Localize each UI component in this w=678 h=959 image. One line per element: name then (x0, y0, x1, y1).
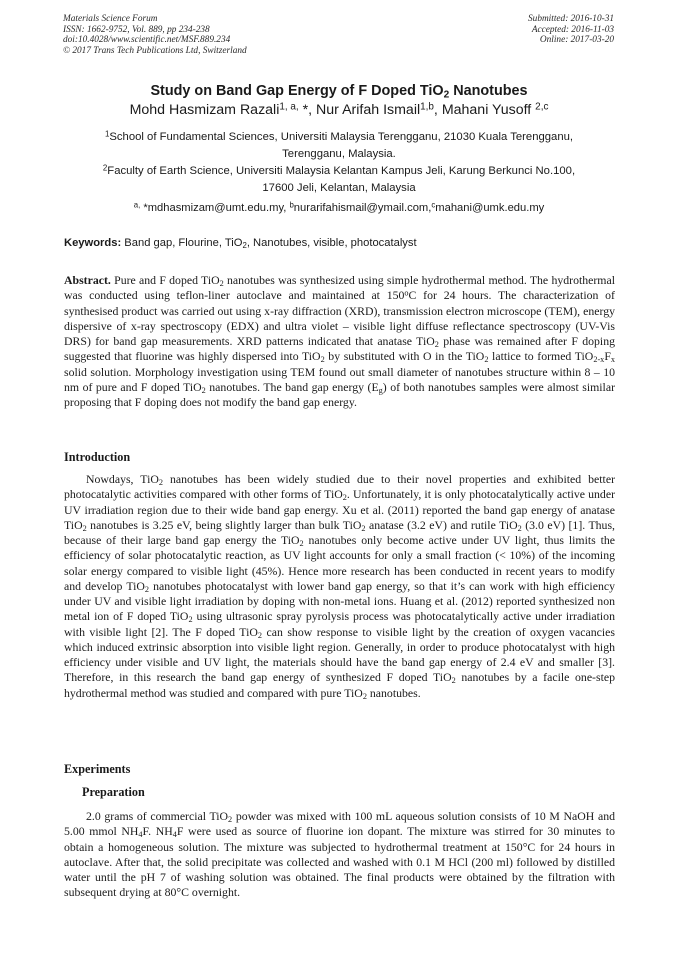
text-run: by substituted with O in the TiO (324, 349, 485, 364)
text-run: solid solution. Morphology investigation using TEM found out small diameter of nanotubes structure within 8 – 10 nm of pure and F doped TiO (64, 364, 615, 394)
date-submitted: Submitted: 2016-10-31 (528, 14, 614, 24)
subscript: 2 (361, 523, 366, 533)
preparation-paragraph (64, 809, 615, 901)
abstract (64, 273, 615, 410)
subscript: 2 (320, 355, 325, 365)
affiliation-text: Faculty of Earth Science, Universiti Malaysia Kelantan Kampus Jeli, Karung Berkunci No.100, (107, 165, 576, 177)
subscript: g (378, 385, 383, 395)
subscript: 2 (219, 279, 224, 289)
text-run: F. NH (142, 824, 173, 839)
text-run: using ultrasonic spray pyrolysis process was photocatalytically active under irradiation with visible light [2]. The F doped TiO (64, 609, 615, 639)
subscript: 2 (484, 355, 489, 365)
subscript: 4 (138, 830, 143, 840)
text-run: nanotubes was synthesized using simple hydrothermal method. The hydrothermal was conducted using teflon-liner autoclave and maintained at 150 (64, 273, 615, 303)
subscript: 2 (188, 615, 193, 625)
publication-dates (528, 14, 614, 46)
subscript: 2 (158, 478, 164, 488)
text-run: F were used as source of fluorine ion dopant. The mixture was stirred for 30 minutes to obtain a homogeneous solution. The mixture was subjected to hydrothermal treatment at 150°C for 24 hours in autoclave. After that, the solid precipitate was collected and washed with 0.1 M HCl (200 ml) followed by distilled water until the pH 7 of washing solution was obtained. The final products were obtained by the filtration with subsequent drying at 80°C overnight. (64, 824, 615, 900)
author-name: Mohd Hasmizam Razali (129, 102, 280, 118)
title-tail: Nanotubes (449, 83, 528, 99)
text-run: lattice to formed TiO (488, 349, 594, 364)
journal-doi: doi:10.4028/www.scientific.net/MSF.889.234 (63, 35, 231, 46)
text-run: nanotubes by a facile one-step hydrothermal method was studied and compared with pure TiO (64, 670, 615, 700)
paper-title (0, 82, 678, 100)
title-text: Study on Band Gap Energy of F Doped TiO (150, 83, 444, 99)
subscript: 2 (201, 385, 206, 395)
journal-copyright: © 2017 Trans Tech Publications Ltd, Switzerland (63, 45, 247, 56)
text-run: . Unfortunately, it is only photocatalytically active under UV irradiation region due to their wide band gap energy. Xu et al. (2011) reported the band gap energy of anatase TiO (64, 487, 615, 532)
subscript: 2 (342, 493, 347, 503)
subscript: 2 (144, 584, 150, 594)
superscript: o (404, 288, 409, 298)
affiliation-line (60, 129, 618, 146)
author-affil-mark: 1, a, (279, 101, 299, 113)
author-list (0, 101, 678, 120)
author-affil-mark: 2,c (535, 101, 549, 113)
subscript: 2-x (593, 355, 605, 365)
affiliation-mark: 2 (102, 163, 108, 173)
affiliation-1 (60, 129, 618, 162)
keywords-label: Keywords: (64, 237, 122, 249)
text-run: Nowdays, TiO (86, 472, 159, 486)
affiliation-text: School of Fundamental Sciences, Universiti Malaysia Terengganu, 21030 Kuala Terengganu, (109, 131, 574, 143)
text-run: phase was remained after F doping suggested that fluorine was highly dispersed into TiO (64, 334, 616, 364)
affiliation-line: Terengganu, Malaysia. (282, 147, 396, 160)
email-mark: b (289, 200, 294, 210)
journal-issn: ISSN: 1662-9752, Vol. 889, pp 234-238 (63, 24, 210, 35)
text-run: Pure and F doped TiO (110, 273, 220, 287)
journal-info (63, 14, 247, 56)
keywords (64, 236, 624, 251)
text-run: nanotubes. The band gap energy (E (205, 379, 379, 394)
subsection-heading-preparation: Preparation (82, 785, 145, 799)
date-accepted: Accepted: 2016-11-03 (531, 24, 614, 35)
text-run: 2.0 grams of commercial TiO (86, 809, 229, 823)
subscript: 2 (228, 815, 233, 825)
text-run: powder was mixed with 100 mL aqueous solution consists of 10 M NaOH and 5.00 mmol NH (64, 809, 615, 839)
subscript: 2 (451, 676, 456, 686)
text-run: nanotubes photocatalyst with lower band gap energy, so that it’s can work with high efficiency under UV and visible light irradiation by doping with non-metal ions. Huang et al. (2012) reported synthesized non metal ion of F doped TiO (64, 578, 615, 624)
text-run: ) of both nanotubes samples were almost similar proposing that F doping does not modify the band gap energy. (64, 379, 615, 409)
keywords-text: Band gap, Flourine, TiO (121, 237, 243, 249)
date-online: Online: 2017-03-20 (539, 35, 614, 46)
text-run: F (604, 349, 611, 364)
author-name: Mahani Yusoff (441, 102, 532, 118)
email-address[interactable]: nurarifahismail@ymail.com, (293, 202, 432, 214)
text-run: anatase (3.2 eV) and rutile TiO (365, 517, 518, 532)
email-mark: c (431, 200, 436, 210)
section-heading-introduction: Introduction (64, 450, 131, 464)
text-run: can show response to visible light by the creation of oxygen vacancies which induced extrinsic absorption into visible light region. Generally, in order to produce photocatalyst with high efficiency under visible and UV light, the materials should have the band gap energy of 2.4 eV and smaller [3]. Therefore, in this research the band gap energy of synthesized F doped TiO (64, 624, 615, 685)
affiliation-2 (60, 163, 618, 196)
author-separator: , (433, 102, 442, 118)
text-run: C for 24 hours. The characterization of synthesised product was carried out using x-ray diffraction (XRD), transmission electron microscope (TEM), energy dispersive of x-ray spectroscopy (EDX) and ultra violet – visible light diffuse reflectance spectroscopy (UV-Vis DRS) for band gap measurements. XRD patterns indicated that anatase TiO (64, 288, 615, 348)
subscript: 2 (82, 523, 87, 533)
subscript: 2 (299, 539, 304, 549)
affiliation-mark: 1 (104, 129, 110, 139)
author-separator: , (308, 102, 317, 118)
keywords-subscript: 2 (242, 240, 247, 250)
author-affil-mark: 1,b (420, 101, 434, 113)
affiliation-line (60, 163, 618, 180)
email-address[interactable]: *mdhasmizam@umt.edu.my, (140, 202, 290, 214)
keywords-tail: , Nanotubes, visible, photocatalyst (246, 237, 417, 249)
affiliation-line: 17600 Jeli, Kelantan, Malaysia (262, 181, 416, 194)
subscript: 2 (257, 630, 263, 640)
subscript: 2 (517, 523, 522, 533)
corresponding-mark: * (298, 102, 309, 118)
introduction-paragraph (64, 472, 615, 701)
email-address[interactable]: mahani@umk.edu.my (435, 202, 545, 214)
email-mark: a, (133, 200, 141, 210)
text-run: nanotubes is 3.25 eV, being slightly larger than bulk TiO (86, 517, 362, 532)
abstract-label: Abstract. (64, 273, 111, 287)
text-run: (3.0 eV) [1]. Thus, because of their large band gap energy the TiO (64, 517, 615, 547)
text-run: nanotubes only become active under UV light, thus limits the efficiency of solar photocatalytic reaction, as UV light accounts for only a small fraction (< 10%) of the incoming solar energy compared to visible light (45%). Hence more research has been conducted in recent years to modify and develop TiO (64, 533, 615, 593)
author-emails (0, 200, 678, 216)
text-run: nanotubes. (366, 685, 421, 700)
section-heading-experiments: Experiments (64, 762, 131, 776)
subscript: 2 (434, 340, 439, 350)
text-run: nanotubes has been widely studied due to their novel properties and exhibited better photocatalytic activities compared with other forms of TiO (64, 472, 615, 502)
journal-name: Materials Science Forum (63, 14, 158, 24)
subscript: 4 (172, 830, 177, 840)
author-name: Nur Arifah Ismail (316, 102, 421, 118)
subscript: 2 (362, 691, 367, 701)
subscript: x (610, 355, 615, 365)
title-subscript: 2 (443, 89, 450, 101)
